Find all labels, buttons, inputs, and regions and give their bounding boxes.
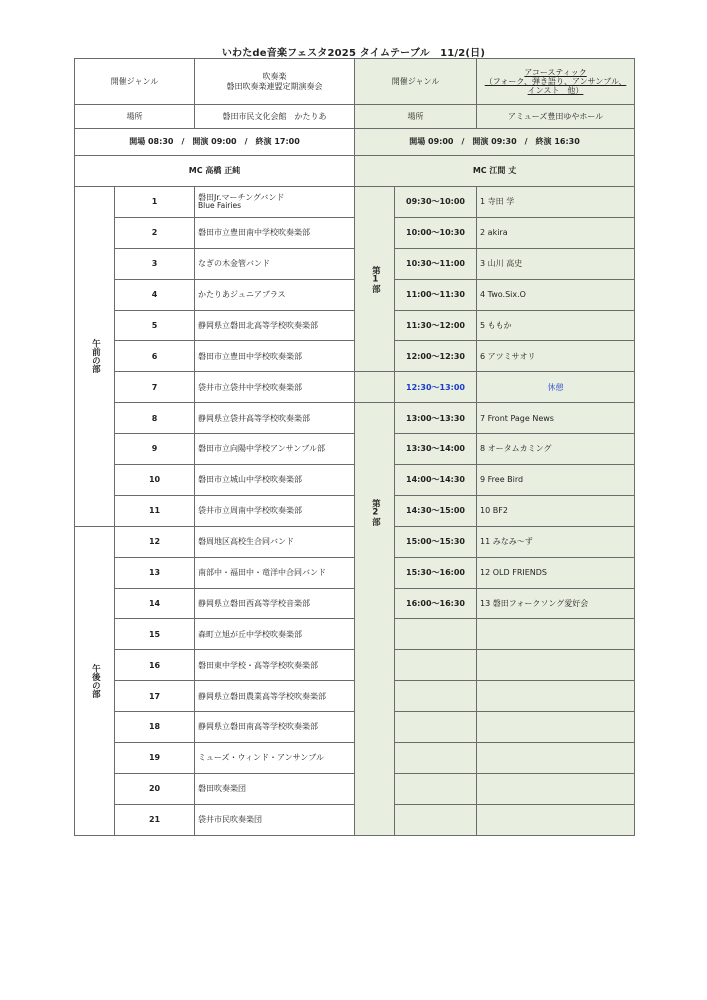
performer-no: 5 bbox=[115, 310, 195, 341]
left-venue-value: 磐田市民文化会館 かたりあ bbox=[195, 105, 355, 129]
performer-no: 14 bbox=[115, 588, 195, 619]
performer-name: 静岡県立磐田北高等学校吹奏楽部 bbox=[195, 310, 355, 341]
performer-no: 18 bbox=[115, 712, 195, 743]
slot-time: 11:00〜11:30 bbox=[395, 279, 477, 310]
performer-no: 9 bbox=[115, 434, 195, 465]
table-row bbox=[75, 372, 635, 403]
performer-no: 21 bbox=[115, 804, 195, 835]
performer-name: 磐田市立城山中学校吹奏楽部 bbox=[195, 465, 355, 496]
empty-slot-time bbox=[395, 743, 477, 774]
slot-time: 13:00〜13:30 bbox=[395, 403, 477, 434]
empty-slot-act bbox=[477, 650, 635, 681]
performer-no: 20 bbox=[115, 773, 195, 804]
performer-name: 袋井市立周南中学校吹奏楽部 bbox=[195, 495, 355, 526]
performer-name-cell bbox=[195, 187, 355, 218]
slot-act: 4 Two.Six.O bbox=[477, 279, 635, 310]
left-times: 開場 08:30 / 開演 09:00 / 終演 17:00 bbox=[75, 129, 355, 156]
part2 bbox=[355, 403, 395, 835]
performer-name: 南部中・福田中・竜洋中合同バンド bbox=[195, 557, 355, 588]
right-genre-label: 開催ジャンル bbox=[355, 59, 477, 105]
slot-time: 14:30〜15:00 bbox=[395, 495, 477, 526]
slot-act: 8 オータムカミング bbox=[477, 434, 635, 465]
slot-act: 9 Free Bird bbox=[477, 465, 635, 496]
performer-no: 11 bbox=[115, 495, 195, 526]
empty-slot-act bbox=[477, 619, 635, 650]
empty-slot-act bbox=[477, 712, 635, 743]
performer-name: かたりあジュニアブラス bbox=[195, 279, 355, 310]
page-title: いわたde音楽フェスタ2025 タイムテーブル 11/2(日) bbox=[221, 48, 486, 59]
left-genre-label: 開催ジャンル bbox=[75, 59, 195, 105]
slot-act: 3 山川 高史 bbox=[477, 248, 635, 279]
performer-name: 磐周地区高校生合同バンド bbox=[195, 526, 355, 557]
empty-slot-act bbox=[477, 773, 635, 804]
performer-name: 森町立旭が丘中学校吹奏楽部 bbox=[195, 619, 355, 650]
performer-no: 17 bbox=[115, 681, 195, 712]
performer-name: 静岡県立磐田西高等学校音楽部 bbox=[195, 588, 355, 619]
slot-time: 13:30〜14:00 bbox=[395, 434, 477, 465]
performer-no: 16 bbox=[115, 650, 195, 681]
performer-name: 静岡県立磐田南高等学校吹奏楽部 bbox=[195, 712, 355, 743]
empty-slot-act bbox=[477, 681, 635, 712]
slot-act: 休憩 bbox=[477, 372, 635, 403]
empty-slot-act bbox=[477, 743, 635, 774]
empty-slot-act bbox=[477, 804, 635, 835]
performer-no: 10 bbox=[115, 465, 195, 496]
mc-row bbox=[75, 156, 635, 187]
part1 bbox=[355, 187, 395, 372]
section-am-label: 午前の部 bbox=[90, 339, 101, 374]
slot-time: 15:30〜16:00 bbox=[395, 557, 477, 588]
performer-no: 6 bbox=[115, 341, 195, 372]
performer-name: なぎの木金管バンド bbox=[195, 248, 355, 279]
slot-time: 14:00〜14:30 bbox=[395, 465, 477, 496]
performer-name: 袋井市立袋井中学校吹奏楽部 bbox=[195, 372, 355, 403]
left-genre-value: 吹奏楽 磐田吹奏楽連盟定期演奏会 bbox=[195, 59, 355, 105]
right-venue-label: 場所 bbox=[355, 105, 477, 129]
performer-no: 1 bbox=[115, 187, 195, 218]
left-mc: MC 高橋 正純 bbox=[75, 156, 355, 187]
performer-name: 袋井市民吹奏楽団 bbox=[195, 804, 355, 835]
performer-name: 磐田東中学校・高等学校吹奏楽部 bbox=[195, 650, 355, 681]
slot-act: 10 BF2 bbox=[477, 495, 635, 526]
slot-time: 09:30〜10:00 bbox=[395, 187, 477, 218]
performer-no: 15 bbox=[115, 619, 195, 650]
empty-slot-time bbox=[395, 773, 477, 804]
performer-no: 12 bbox=[115, 526, 195, 557]
empty-slot-time bbox=[395, 619, 477, 650]
slot-act: 11 みなみ～ず bbox=[477, 526, 635, 557]
performer-no: 2 bbox=[115, 217, 195, 248]
part1-label: 第1部 bbox=[370, 265, 381, 293]
slot-act: 5 ももか bbox=[477, 310, 635, 341]
right-mc: MC 江間 丈 bbox=[355, 156, 635, 187]
slot-time: 16:00〜16:30 bbox=[395, 588, 477, 619]
section-am bbox=[75, 187, 115, 527]
timetable bbox=[74, 58, 635, 836]
slot-act: 1 寺田 学 bbox=[477, 187, 635, 218]
empty-slot-time bbox=[395, 712, 477, 743]
performer-no: 13 bbox=[115, 557, 195, 588]
performer-no: 7 bbox=[115, 372, 195, 403]
empty-slot-time bbox=[395, 681, 477, 712]
slot-time: 15:00〜15:30 bbox=[395, 526, 477, 557]
performer-name: 磐田市立豊田中学校吹奏楽部 bbox=[195, 341, 355, 372]
table-row bbox=[75, 403, 635, 434]
empty-slot-time bbox=[395, 650, 477, 681]
performer-no: 3 bbox=[115, 248, 195, 279]
right-genre-value: アコースティック （フォーク、弾き語り、アンサンブル、 インスト 他） bbox=[477, 59, 635, 105]
slot-act: 13 磐田フォークソング愛好会 bbox=[477, 588, 635, 619]
performer-no: 8 bbox=[115, 403, 195, 434]
performer-name: 磐田吹奏楽団 bbox=[195, 773, 355, 804]
left-venue-label: 場所 bbox=[75, 105, 195, 129]
slot-act: 6 アツミサオリ bbox=[477, 341, 635, 372]
table-row bbox=[75, 187, 635, 218]
times-row bbox=[75, 129, 635, 156]
performer-name: 静岡県立磐田農業高等学校吹奏楽部 bbox=[195, 681, 355, 712]
slot-time: 10:00〜10:30 bbox=[395, 217, 477, 248]
performer-name: ミューズ・ウィンド・アンサンブル bbox=[195, 743, 355, 774]
part-break bbox=[355, 372, 395, 403]
performer-name: 磐田市立豊田南中学校吹奏楽部 bbox=[195, 217, 355, 248]
part2-label: 第2部 bbox=[370, 498, 381, 526]
genre-row bbox=[75, 59, 635, 105]
right-venue-value: アミューズ豊田ゆやホール bbox=[477, 105, 635, 129]
slot-time: 10:30〜11:00 bbox=[395, 248, 477, 279]
slot-act: 12 OLD FRIENDS bbox=[477, 557, 635, 588]
section-pm-label: 午後の部 bbox=[90, 663, 101, 698]
performer-no: 4 bbox=[115, 279, 195, 310]
performer-name: 磐田市立向陽中学校アンサンブル部 bbox=[195, 434, 355, 465]
empty-slot-time bbox=[395, 804, 477, 835]
right-times: 開場 09:00 / 開演 09:30 / 終演 16:30 bbox=[355, 129, 635, 156]
performer-name: 磐田Jr.マーチングバンド bbox=[198, 193, 285, 203]
slot-time: 11:30〜12:00 bbox=[395, 310, 477, 341]
performer-name: 静岡県立袋井高等学校吹奏楽部 bbox=[195, 403, 355, 434]
section-pm bbox=[75, 526, 115, 835]
performer-subname: Blue Fairies bbox=[198, 201, 241, 211]
slot-time: 12:00〜12:30 bbox=[395, 341, 477, 372]
venue-row bbox=[75, 105, 635, 129]
slot-time: 12:30〜13:00 bbox=[395, 372, 477, 403]
slot-act: 2 akira bbox=[477, 217, 635, 248]
slot-act: 7 Front Page News bbox=[477, 403, 635, 434]
performer-no: 19 bbox=[115, 743, 195, 774]
